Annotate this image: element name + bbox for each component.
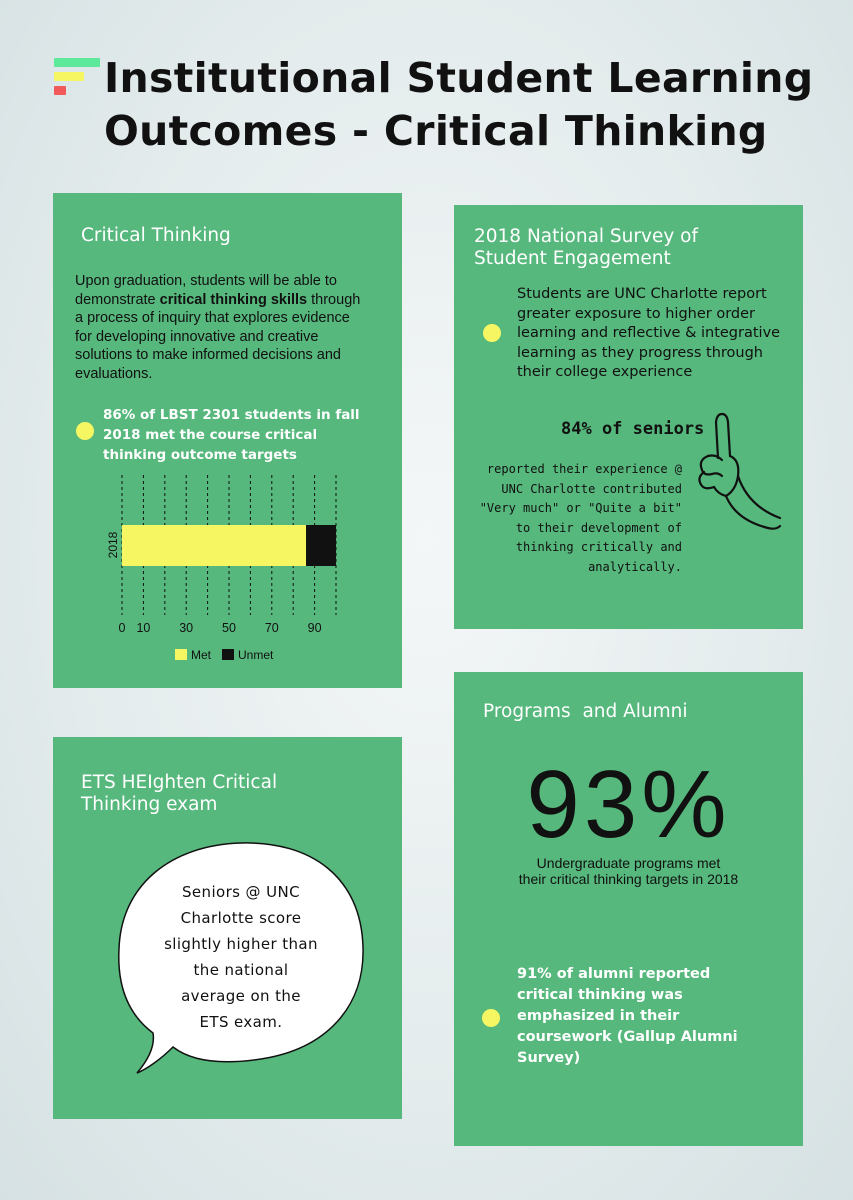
programs-big-stat: 93% — [526, 751, 731, 858]
seniors-detail — [442, 460, 682, 577]
nsse-card — [454, 205, 803, 629]
bubble-line: the national — [193, 961, 289, 979]
legend-swatch — [175, 649, 187, 660]
bubble-line: ETS exam. — [199, 1013, 283, 1031]
bullet-icon — [482, 1009, 500, 1027]
description-bold: critical thinking skills — [159, 291, 308, 308]
programs-stat-caption — [454, 855, 803, 887]
page-title — [104, 52, 844, 158]
tick-label: 50 — [222, 621, 236, 635]
page-title-line1: Institutional Student Learning — [104, 54, 814, 102]
tick-label: 70 — [264, 621, 279, 635]
tick-label: 10 — [136, 621, 151, 635]
bar-met — [122, 525, 306, 566]
legend-swatch — [222, 649, 234, 660]
programs-heading: Programs and Alumni — [483, 701, 688, 722]
detail-line: "Very much" or "Quite a bit" — [479, 501, 682, 515]
nsse-heading: 2018 National Survey of Student Engagement — [474, 226, 698, 269]
legend-label: Unmet — [238, 648, 274, 662]
caption-line2: their critical thinking targets in 2018 — [518, 871, 739, 887]
tick-label: 30 — [179, 621, 194, 635]
ets-bubble-text — [143, 879, 339, 1035]
logo-icon — [54, 58, 102, 98]
programs-card — [454, 672, 803, 1146]
critical-thinking-heading: Critical Thinking — [81, 225, 231, 246]
description-part1: Upon graduation, students will be able to demonstrate — [75, 273, 337, 308]
ets-heading: ETS HEIghten Critical Thinking exam — [81, 772, 278, 815]
bubble-line: Charlotte score — [180, 909, 302, 927]
met-unmet-bar-chart — [53, 463, 402, 683]
detail-line: UNC Charlotte contributed — [501, 481, 682, 496]
alumni-bullet-text: 91% of alumni reported critical thinking was emphasized in their coursework (Gallup Alumni Survey) — [517, 966, 738, 1066]
bullet-icon — [76, 422, 94, 440]
page-title-line2: Outcomes - Critical Thinking — [104, 107, 768, 155]
ets-card — [53, 737, 402, 1119]
bullet-icon — [483, 324, 501, 342]
lbst-bullet-text: 86% of LBST 2301 students in fall 2018 met the course critical thinking outcome targets — [103, 407, 360, 463]
critical-thinking-card — [53, 193, 402, 688]
legend-label: Met — [191, 648, 212, 662]
critical-thinking-description — [75, 272, 365, 383]
pointing-hand-icon — [696, 410, 786, 535]
detail-line: reported their experience @ — [486, 462, 682, 476]
nsse-bullet-text: Students are UNC Charlotte report greater exposure to higher order learning and reflective & integrative learning as they progress through their college experience — [517, 286, 781, 380]
tick-label: 0 — [118, 621, 126, 635]
tick-label: 90 — [307, 621, 322, 635]
bubble-line: average on the — [181, 987, 301, 1005]
bar-unmet — [306, 525, 336, 566]
seniors-highlight: 84% of seniors — [561, 419, 705, 439]
detail-line: to their development of — [515, 520, 682, 535]
bubble-line: slightly higher than — [164, 935, 318, 953]
category-label: 2018 — [106, 531, 120, 559]
bubble-line: Seniors @ UNC — [182, 883, 300, 901]
detail-line: thinking critically and — [515, 540, 682, 554]
logo-bar-green — [54, 58, 100, 67]
description-part2: through a process of inquiry that explores evidence for developing innovative and creative solutions to make informed decisions and evaluations. — [75, 291, 361, 382]
caption-line1: Undergraduate programs met — [536, 855, 721, 871]
logo-bar-red — [54, 86, 66, 95]
logo-bar-yellow — [54, 72, 84, 81]
detail-line: analytically. — [588, 559, 682, 574]
